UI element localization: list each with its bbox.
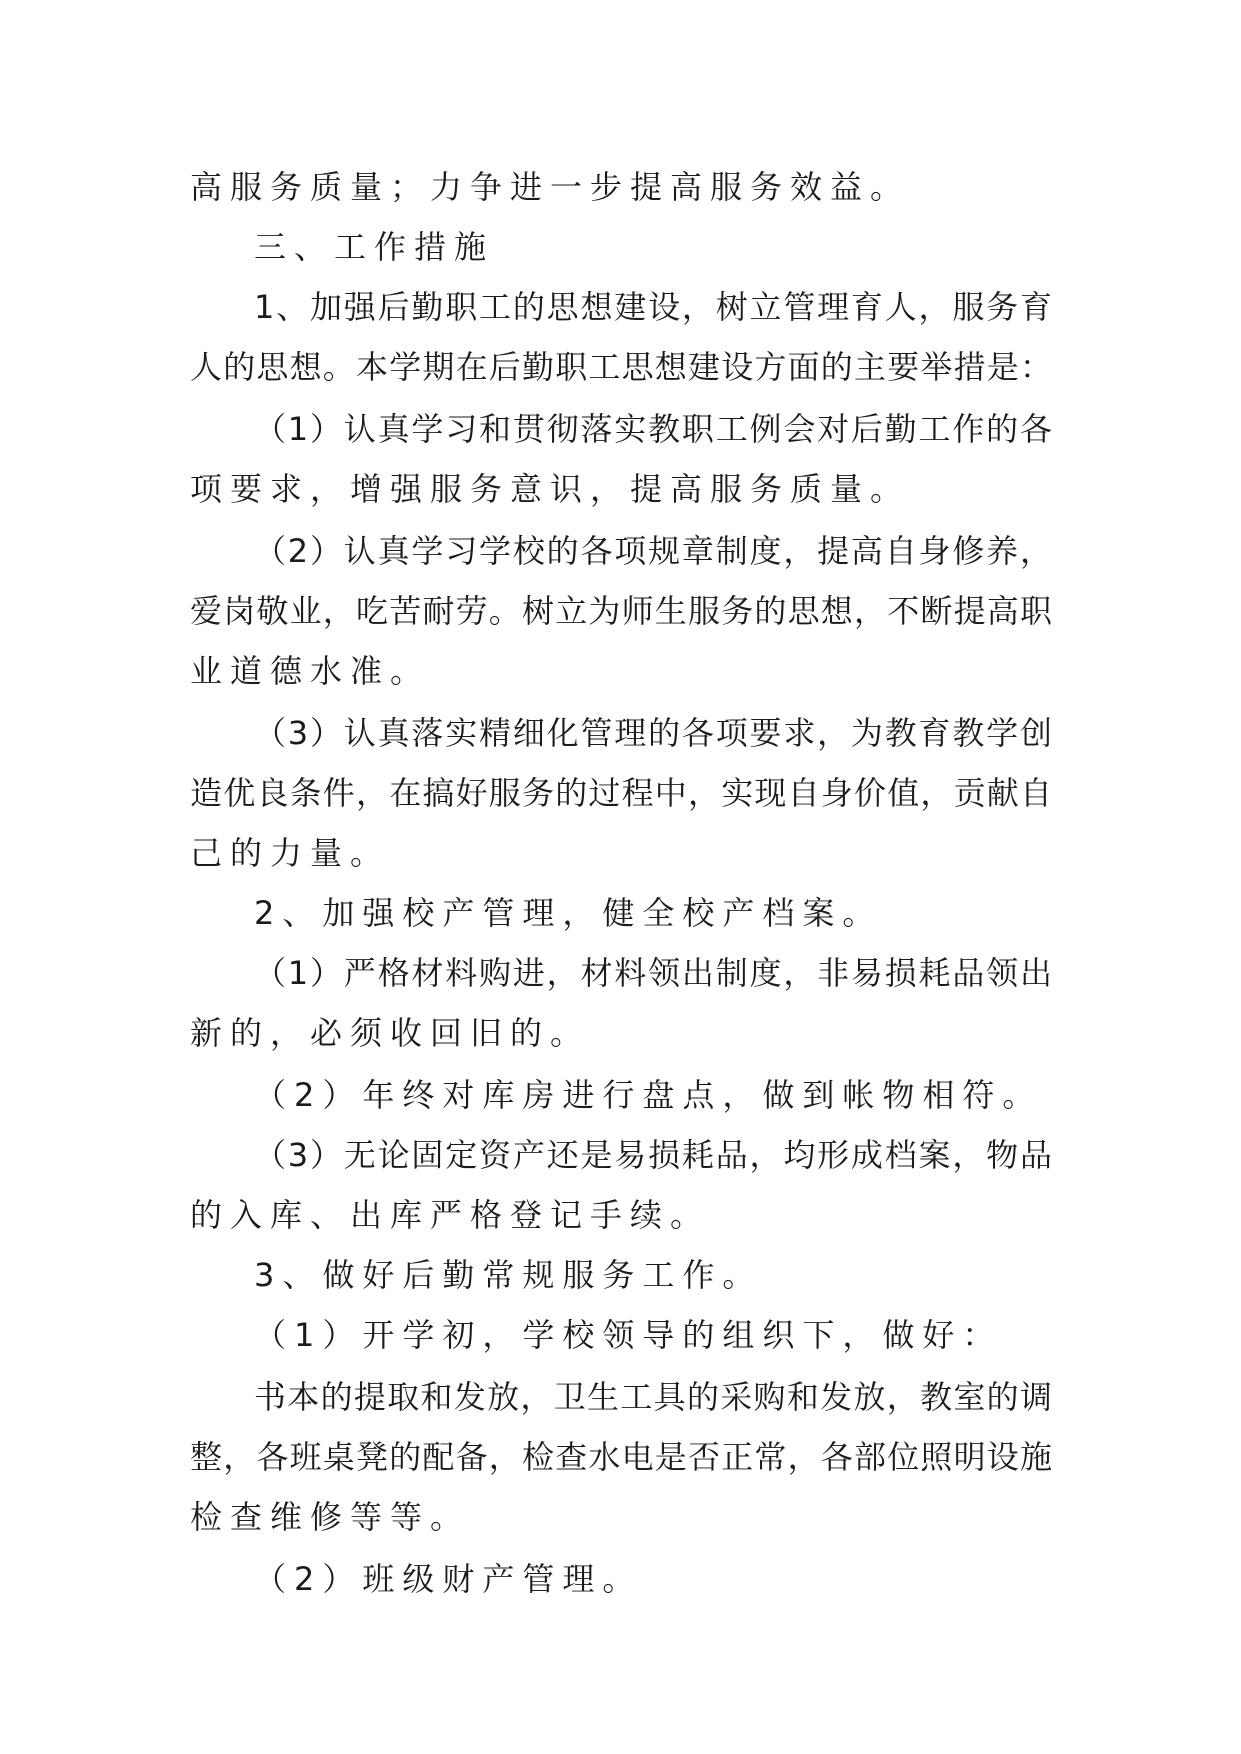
text-line-1: 高服务质量；力争进一步提高服务效益。 bbox=[190, 168, 911, 206]
text-line-8: 爱岗敬业，吃苦耐劳。树立为师生服务的思想，不断提高职 bbox=[190, 592, 1052, 630]
text-line-17: （3）无论固定资产还是易损耗品，均形成档案，物品 bbox=[254, 1136, 1052, 1174]
text-line-23: 检查维修等等。 bbox=[190, 1498, 471, 1536]
text-line-21: 书本的提取和发放，卫生工具的采购和发放，教室的调 bbox=[254, 1378, 1052, 1416]
text-line-14: （1）严格材料购进，材料领出制度，非易损耗品领出 bbox=[254, 954, 1052, 992]
text-line-6: 项要求，增强服务意识，提高服务质量。 bbox=[190, 470, 911, 508]
text-line-20: （1）开学初，学校领导的组织下，做好： bbox=[254, 1316, 1003, 1354]
text-line-11: 造优良条件，在搞好服务的过程中，实现自身价值，贡献自 bbox=[190, 774, 1052, 812]
section-item-2: 2、加强校产管理，健全校产档案。 bbox=[254, 894, 883, 932]
text-line-15: 新的，必须收回旧的。 bbox=[190, 1014, 591, 1052]
section-item-3: 3、做好后勤常规服务工作。 bbox=[254, 1256, 763, 1294]
text-line-12: 己的力量。 bbox=[190, 834, 391, 872]
text-line-7: （2）认真学习学校的各项规章制度，提高自身修养， bbox=[254, 532, 1052, 570]
text-line-5: （1）认真学习和贯彻落实教职工例会对后勤工作的各 bbox=[254, 410, 1052, 448]
section-heading-work-measures: 三、工作措施 bbox=[254, 228, 495, 266]
text-line-4: 人的思想。本学期在后勤职工思想建设方面的主要举措是： bbox=[190, 348, 1052, 386]
text-line-9: 业道德水准。 bbox=[190, 652, 431, 690]
text-line-18: 的入库、出库严格登记手续。 bbox=[190, 1196, 711, 1234]
text-line-22: 整，各班桌凳的配备，检查水电是否正常，各部位照明设施 bbox=[190, 1438, 1052, 1476]
text-line-3: 1、加强后勤职工的思想建设，树立管理育人，服务育 bbox=[254, 288, 1052, 326]
text-line-16: （2）年终对库房进行盘点，做到帐物相符。 bbox=[254, 1076, 1043, 1114]
text-line-24: （2）班级财产管理。 bbox=[254, 1560, 643, 1598]
text-line-10: （3）认真落实精细化管理的各项要求，为教育教学创 bbox=[254, 714, 1052, 752]
